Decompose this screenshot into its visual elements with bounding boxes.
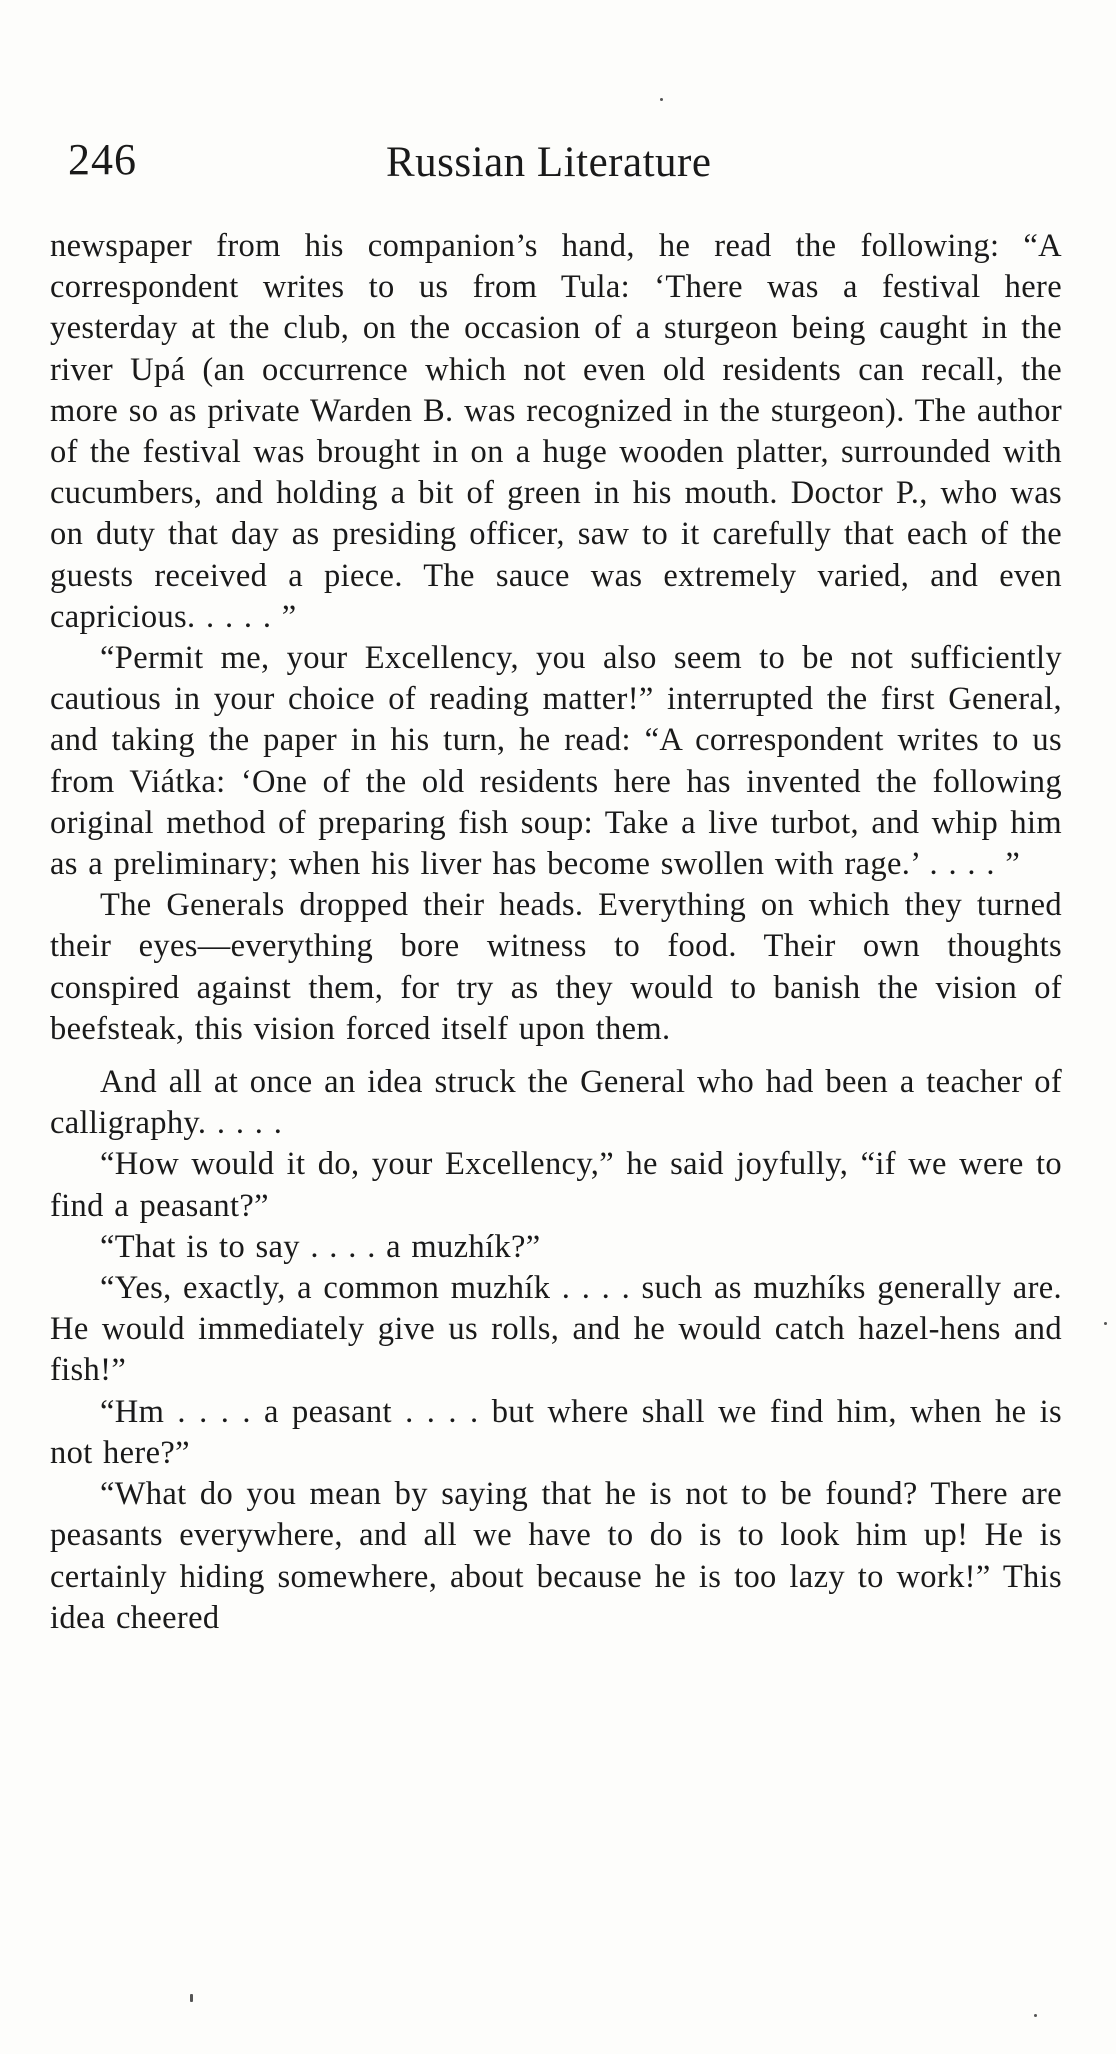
paragraph: “How would it do, your Excellency,” he said joyfully, “if we were to find a peasant?”	[50, 1146, 1062, 1224]
paragraph: “What do you mean by saying that he is not to be found? There are peasants everywhere, and all we have to do is to look him up! He is certainly hiding somewhere, about because he is too lazy to work!” This idea cheered	[50, 1476, 1062, 1636]
paragraph: “Yes, exactly, a common muzhík . . . . such as muzhíks generally are. He would immediately give us rolls, and he would catch hazel-hens and fish!”	[50, 1270, 1062, 1389]
paragraph: “Permit me, your Excellency, you also seem to be not sufficiently cautious in your choice of reading matter!” interrupted the first General, and taking the paper in his turn, he read: “A correspondent writes to us from Viátka: ‘One of the old residents here has invented the following original method of preparing fish soup: Take a live turbot, and whip him as a preliminary; when his liver has become swollen with rage.’ . . . . ”	[50, 640, 1062, 883]
paragraph: newspaper from his companion’s hand, he read the following: “A correspondent writes to us from Tula: ‘There was a festival here yesterday at the club, on the occasion of a sturgeon being caught in the river Upá (an occurrence which not even old residents can recall, the more so as private Warden B. was recognized in the sturgeon). The author of the festival was brought in on a huge wooden platter, surrounded with cucumbers, and holding a bit of green in his mouth. Doctor P., who was on duty that day as presiding officer, saw to it carefully that each of the guests received a piece. The sauce was extremely varied, and even capricious. . . . . ”	[50, 228, 1062, 635]
page-number: 246	[68, 135, 137, 184]
paragraph: And all at once an idea struck the General who had been a teacher of calligraphy. . . . .	[50, 1064, 1062, 1142]
page-header	[68, 128, 1058, 198]
paragraph: “That is to say . . . . a muzhík?”	[100, 1228, 541, 1265]
scan-speck	[1104, 1322, 1107, 1325]
body-text	[50, 226, 1062, 1639]
paragraph: “Hm . . . . a peasant . . . . but where shall we find him, when he is not here?”	[50, 1393, 1062, 1471]
scan-speck	[190, 1994, 193, 2002]
paragraph: The Generals dropped their heads. Everything on which they turned their eyes—everything bore witness to food. Their own thoughts conspired against them, for try as they would to banish the vision of beefsteak, this vision forced itself upon them.	[50, 887, 1062, 1047]
scan-speck	[1034, 2014, 1037, 2017]
scan-speck	[660, 98, 663, 101]
running-title: Russian Literature	[386, 139, 712, 186]
